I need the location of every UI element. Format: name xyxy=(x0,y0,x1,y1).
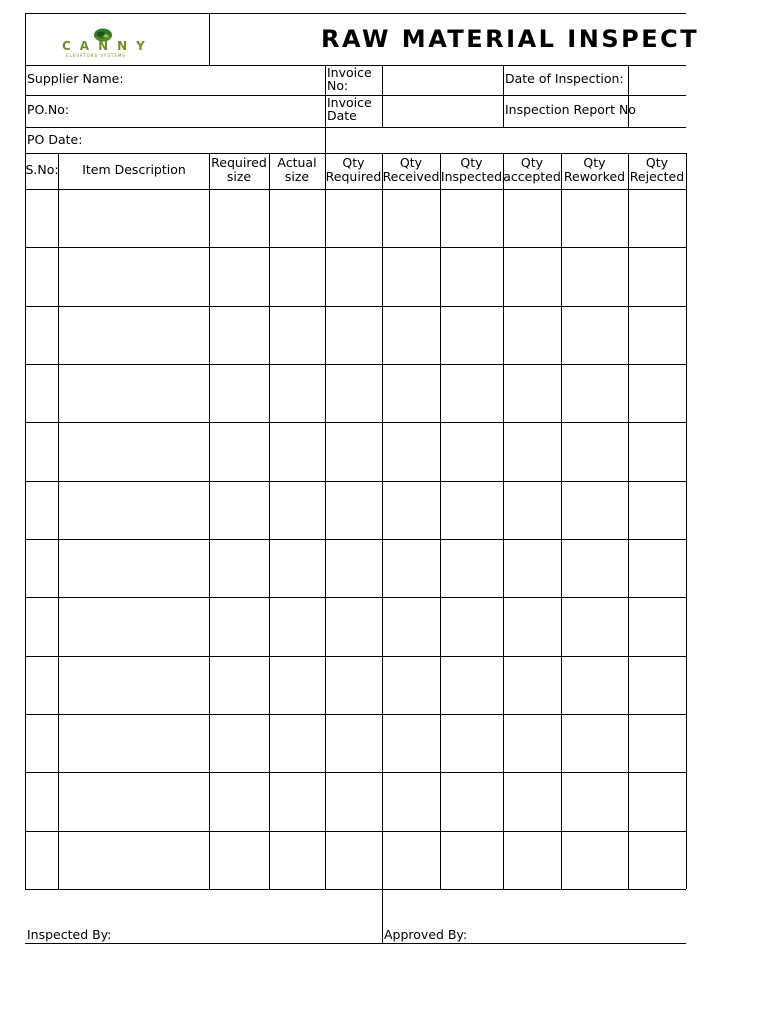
supplier-name-label: Supplier Name: xyxy=(27,71,124,86)
cell-qty-received[interactable] xyxy=(383,715,440,772)
cell-qty-reworked[interactable] xyxy=(562,598,628,655)
cell-actual-size[interactable] xyxy=(270,307,325,364)
cell-qty-required[interactable] xyxy=(326,423,382,480)
cell-required-size[interactable] xyxy=(210,715,269,772)
cell-required-size[interactable] xyxy=(210,365,269,422)
cell-qty-rejected[interactable] xyxy=(629,773,686,830)
cell-qty-received[interactable] xyxy=(383,190,440,247)
cell-actual-size[interactable] xyxy=(270,773,325,830)
cell-qty-inspected[interactable] xyxy=(441,715,503,772)
cell-actual-size[interactable] xyxy=(270,365,325,422)
cell-qty-received[interactable] xyxy=(383,307,440,364)
cell-actual-size[interactable] xyxy=(270,190,325,247)
cell-qty-accepted[interactable] xyxy=(504,365,561,422)
header-sno: S.No: xyxy=(25,162,59,177)
cell-sno[interactable] xyxy=(26,365,58,422)
cell-item-description[interactable] xyxy=(59,190,209,247)
cell-qty-accepted[interactable] xyxy=(504,423,561,480)
cell-qty-inspected[interactable] xyxy=(441,248,503,305)
cell-qty-rejected[interactable] xyxy=(629,598,686,655)
header-qty-required: Qty Required xyxy=(325,155,382,184)
cell-qty-reworked[interactable] xyxy=(562,190,628,247)
po-date-field[interactable] xyxy=(80,129,324,151)
cell-required-size[interactable] xyxy=(210,307,269,364)
cell-qty-reworked[interactable] xyxy=(562,773,628,830)
cell-qty-received[interactable] xyxy=(383,598,440,655)
cell-qty-required[interactable] xyxy=(326,715,382,772)
cell-item-description[interactable] xyxy=(59,423,209,480)
cell-actual-size[interactable] xyxy=(270,482,325,539)
cell-qty-required[interactable] xyxy=(326,773,382,830)
cell-qty-required[interactable] xyxy=(326,365,382,422)
cell-sno[interactable] xyxy=(26,482,58,539)
cell-qty-accepted[interactable] xyxy=(504,482,561,539)
po-no-label: PO.No: xyxy=(27,102,70,117)
cell-sno[interactable] xyxy=(26,307,58,364)
cell-qty-accepted[interactable] xyxy=(504,540,561,597)
cell-qty-reworked[interactable] xyxy=(562,307,628,364)
po-date-label: PO Date: xyxy=(27,132,83,147)
cell-actual-size[interactable] xyxy=(270,540,325,597)
invoice-date-label: Invoice Date xyxy=(327,95,372,123)
cell-qty-inspected[interactable] xyxy=(441,307,503,364)
cell-sno[interactable] xyxy=(26,657,58,714)
header-qty-accepted: Qty accepted xyxy=(503,155,561,184)
cell-qty-rejected[interactable] xyxy=(629,540,686,597)
cell-qty-received[interactable] xyxy=(383,540,440,597)
cell-sno[interactable] xyxy=(26,540,58,597)
invoice-no-label: Invoice No: xyxy=(327,65,372,93)
cell-item-description[interactable] xyxy=(59,540,209,597)
cell-qty-required[interactable] xyxy=(326,657,382,714)
cell-qty-accepted[interactable] xyxy=(504,657,561,714)
cell-required-size[interactable] xyxy=(210,773,269,830)
cell-item-description[interactable] xyxy=(59,715,209,772)
cell-actual-size[interactable] xyxy=(270,248,325,305)
approved-by-label: Approved By: xyxy=(384,927,468,942)
cell-qty-rejected[interactable] xyxy=(629,307,686,364)
cell-qty-accepted[interactable] xyxy=(504,307,561,364)
cell-qty-received[interactable] xyxy=(383,248,440,305)
cell-qty-required[interactable] xyxy=(326,482,382,539)
cell-sno[interactable] xyxy=(26,190,58,247)
cell-actual-size[interactable] xyxy=(270,657,325,714)
cell-qty-inspected[interactable] xyxy=(441,540,503,597)
cell-qty-rejected[interactable] xyxy=(629,832,686,889)
date-of-inspection-label: Date of Inspection: xyxy=(505,71,624,86)
cell-qty-required[interactable] xyxy=(326,832,382,889)
cell-qty-inspected[interactable] xyxy=(441,190,503,247)
cell-actual-size[interactable] xyxy=(270,423,325,480)
cell-qty-reworked[interactable] xyxy=(562,832,628,889)
header-item-description: Item Description xyxy=(82,162,186,177)
cell-actual-size[interactable] xyxy=(270,832,325,889)
logo-tagline: ELEVATORS SYSTEMS xyxy=(66,53,126,58)
cell-qty-accepted[interactable] xyxy=(504,832,561,889)
cell-qty-rejected[interactable] xyxy=(629,482,686,539)
header-required-size: Required size xyxy=(211,155,267,184)
cell-qty-rejected[interactable] xyxy=(629,715,686,772)
cell-sno[interactable] xyxy=(26,423,58,480)
cell-qty-accepted[interactable] xyxy=(504,248,561,305)
cell-qty-required[interactable] xyxy=(326,190,382,247)
header-qty-reworked: Qty Reworked xyxy=(563,155,626,184)
cell-item-description[interactable] xyxy=(59,365,209,422)
cell-qty-inspected[interactable] xyxy=(441,773,503,830)
header-qty-received: Qty Received xyxy=(382,155,440,184)
inspection-report-no-field[interactable] xyxy=(630,97,686,125)
cell-item-description[interactable] xyxy=(59,598,209,655)
cell-qty-inspected[interactable] xyxy=(441,657,503,714)
cell-qty-accepted[interactable] xyxy=(504,598,561,655)
cell-item-description[interactable] xyxy=(59,307,209,364)
cell-qty-reworked[interactable] xyxy=(562,657,628,714)
date-of-inspection-field[interactable] xyxy=(630,67,686,93)
cell-qty-reworked[interactable] xyxy=(562,482,628,539)
cell-sno[interactable] xyxy=(26,715,58,772)
inspected-by-label: Inspected By: xyxy=(27,927,112,942)
cell-required-size[interactable] xyxy=(210,190,269,247)
cell-required-size[interactable] xyxy=(210,657,269,714)
cell-sno[interactable] xyxy=(26,832,58,889)
cell-qty-received[interactable] xyxy=(383,423,440,480)
cell-qty-received[interactable] xyxy=(383,657,440,714)
cell-qty-reworked[interactable] xyxy=(562,423,628,480)
cell-qty-required[interactable] xyxy=(326,540,382,597)
page-title: RAW MATERIAL INSPECT xyxy=(321,25,700,53)
cell-qty-required[interactable] xyxy=(326,248,382,305)
cell-qty-reworked[interactable] xyxy=(562,248,628,305)
company-logo xyxy=(60,27,156,59)
approved-by-signature-field[interactable] xyxy=(384,892,686,926)
invoice-no-field[interactable] xyxy=(384,67,501,93)
cell-qty-inspected[interactable] xyxy=(441,365,503,422)
cell-qty-reworked[interactable] xyxy=(562,715,628,772)
invoice-date-field[interactable] xyxy=(384,97,501,125)
cell-qty-inspected[interactable] xyxy=(441,832,503,889)
cell-qty-reworked[interactable] xyxy=(562,365,628,422)
cell-sno[interactable] xyxy=(26,773,58,830)
cell-qty-accepted[interactable] xyxy=(504,773,561,830)
cell-qty-received[interactable] xyxy=(383,832,440,889)
cell-qty-rejected[interactable] xyxy=(629,423,686,480)
inspection-report-no-label: Inspection Report No xyxy=(505,102,636,117)
cell-qty-received[interactable] xyxy=(383,482,440,539)
cell-qty-rejected[interactable] xyxy=(629,365,686,422)
cell-actual-size[interactable] xyxy=(270,598,325,655)
cell-actual-size[interactable] xyxy=(270,715,325,772)
cell-qty-accepted[interactable] xyxy=(504,190,561,247)
cell-qty-required[interactable] xyxy=(326,307,382,364)
cell-item-description[interactable] xyxy=(59,832,209,889)
cell-item-description[interactable] xyxy=(59,248,209,305)
cell-sno[interactable] xyxy=(26,598,58,655)
cell-qty-rejected[interactable] xyxy=(629,248,686,305)
inspected-by-signature-field[interactable] xyxy=(27,892,380,926)
logo-brand: CANNY xyxy=(62,39,154,53)
cell-sno[interactable] xyxy=(26,248,58,305)
header-qty-rejected: Qty Rejected xyxy=(629,155,685,184)
cell-qty-reworked[interactable] xyxy=(562,540,628,597)
cell-qty-rejected[interactable] xyxy=(629,657,686,714)
cell-item-description[interactable] xyxy=(59,657,209,714)
cell-required-size[interactable] xyxy=(210,540,269,597)
cell-item-description[interactable] xyxy=(59,482,209,539)
cell-qty-inspected[interactable] xyxy=(441,598,503,655)
cell-required-size[interactable] xyxy=(210,482,269,539)
cell-qty-rejected[interactable] xyxy=(629,190,686,247)
cell-qty-received[interactable] xyxy=(383,365,440,422)
cell-required-size[interactable] xyxy=(210,423,269,480)
cell-required-size[interactable] xyxy=(210,832,269,889)
header-actual-size: Actual size xyxy=(277,155,317,184)
cell-qty-inspected[interactable] xyxy=(441,482,503,539)
cell-qty-accepted[interactable] xyxy=(504,715,561,772)
cell-required-size[interactable] xyxy=(210,598,269,655)
cell-qty-received[interactable] xyxy=(383,773,440,830)
header-qty-inspected: Qty Inspected xyxy=(440,155,503,184)
cell-item-description[interactable] xyxy=(59,773,209,830)
cell-qty-inspected[interactable] xyxy=(441,423,503,480)
cell-required-size[interactable] xyxy=(210,248,269,305)
cell-qty-required[interactable] xyxy=(326,598,382,655)
